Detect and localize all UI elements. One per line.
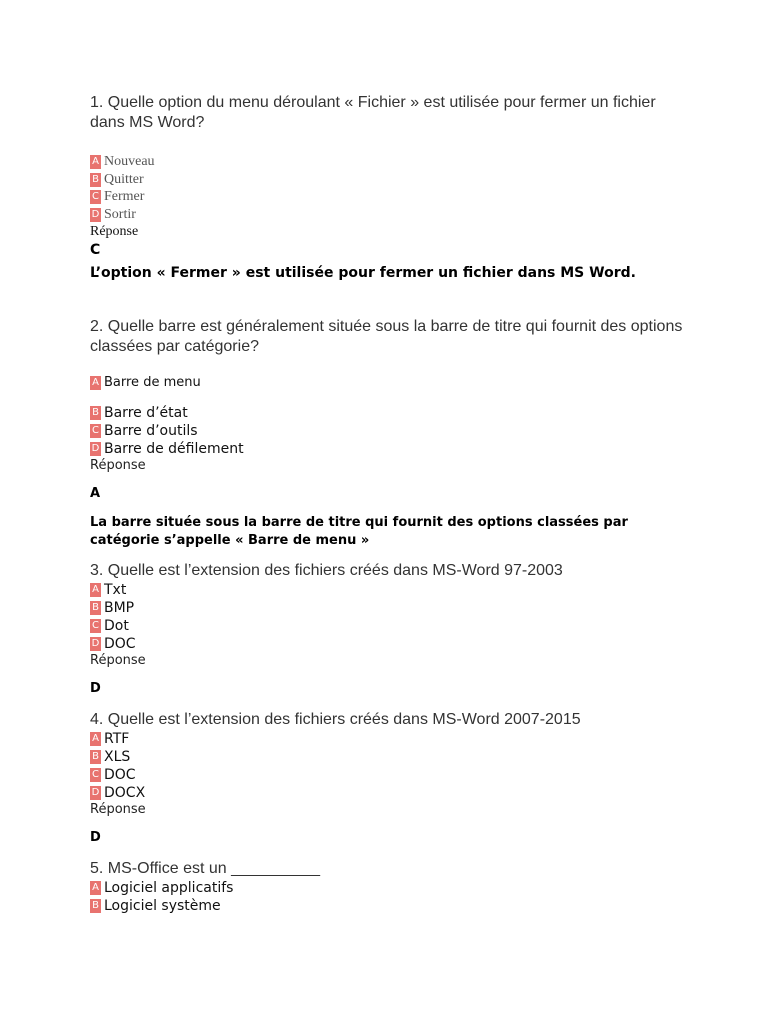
option-letter-badge: D <box>91 786 100 798</box>
q1-option-d <box>90 206 136 223</box>
q4-option-a <box>90 730 129 747</box>
option-text: Logiciel système <box>104 897 221 914</box>
option-letter-badge: B <box>90 601 101 615</box>
option-letter-badge: C <box>90 424 101 438</box>
question-4: 4. Quelle est l’extension des fichiers créés dans MS-Word 2007-2015 <box>90 711 581 728</box>
q5-option-b <box>90 897 221 914</box>
option-text: Barre d’état <box>104 404 188 421</box>
option-letter-badge: D <box>91 637 100 649</box>
option-text: Barre d’outils <box>104 422 198 439</box>
option-letter-badge: A <box>90 881 101 895</box>
option-letter-badge: B <box>90 899 101 913</box>
q2-answer: A <box>90 486 101 501</box>
option-letter-badge: A <box>90 732 101 746</box>
option-letter-badge: A <box>90 155 101 169</box>
q2-option-b <box>90 404 188 421</box>
q3-option-a <box>90 581 126 598</box>
q2-explanation: La barre située sous la barre de titre qui fournit des options classées par catégorie s’appelle « Barre de menu » <box>90 515 628 548</box>
q2-option-c <box>90 422 198 439</box>
question-5: 5. MS-Office est un __________ <box>90 860 321 877</box>
option-text: Logiciel applicatifs <box>104 879 234 896</box>
q1-explanation: L’option « Fermer » est utilisée pour fermer un fichier dans MS Word. <box>90 265 636 281</box>
option-text: XLS <box>104 748 131 765</box>
option-text: Quitter <box>104 171 144 187</box>
q3-option-d <box>90 635 136 652</box>
q3-option-b <box>90 599 134 616</box>
option-text: DOC <box>104 635 136 652</box>
q4-option-c <box>90 766 136 783</box>
q1-option-c <box>90 188 144 205</box>
q1-answer: C <box>90 242 101 258</box>
q3-answer: D <box>90 681 101 696</box>
option-text: Barre de défilement <box>104 440 244 457</box>
option-letter-badge: B <box>90 750 101 764</box>
option-letter-badge: B <box>90 173 101 187</box>
q2-reponse-label: Réponse <box>90 458 146 473</box>
q1-option-a <box>90 153 155 170</box>
q1-option-b <box>90 171 144 188</box>
option-letter-badge: C <box>90 619 101 633</box>
option-text: DOCX <box>104 784 146 801</box>
option-letter-badge: A <box>90 376 101 390</box>
q4-reponse-label: Réponse <box>90 802 146 817</box>
q1-reponse-label: Réponse <box>90 224 139 239</box>
option-text: Nouveau <box>104 153 155 169</box>
option-letter-badge: A <box>90 583 101 597</box>
option-letter-badge: B <box>90 406 101 420</box>
option-text: Fermer <box>104 188 145 204</box>
q4-answer: D <box>90 830 101 845</box>
option-letter-badge: C <box>90 190 101 204</box>
option-text: DOC <box>104 766 136 783</box>
option-text: RTF <box>104 730 130 747</box>
question-2: 2. Quelle barre est généralement située sous la barre de titre qui fournit des options classées par catégorie? <box>90 318 683 355</box>
q4-option-b <box>90 748 130 765</box>
q2-option-d <box>90 440 244 457</box>
q2-option-a <box>90 374 201 391</box>
q3-reponse-label: Réponse <box>90 653 146 668</box>
option-text: Dot <box>104 617 129 634</box>
q3-option-c <box>90 617 129 634</box>
question-1: 1. Quelle option du menu déroulant « Fichier » est utilisée pour fermer un fichier dans MS Word? <box>90 94 656 131</box>
option-text: BMP <box>104 599 135 616</box>
option-letter-badge: D <box>91 208 100 220</box>
question-3: 3. Quelle est l’extension des fichiers créés dans MS-Word 97-2003 <box>90 562 563 579</box>
option-text: Barre de menu <box>104 375 201 390</box>
option-letter-badge: C <box>90 768 101 782</box>
q5-option-a <box>90 879 233 896</box>
option-text: Txt <box>104 581 127 598</box>
option-letter-badge: D <box>91 442 100 454</box>
option-text: Sortir <box>104 206 136 222</box>
q4-option-d <box>90 784 145 801</box>
